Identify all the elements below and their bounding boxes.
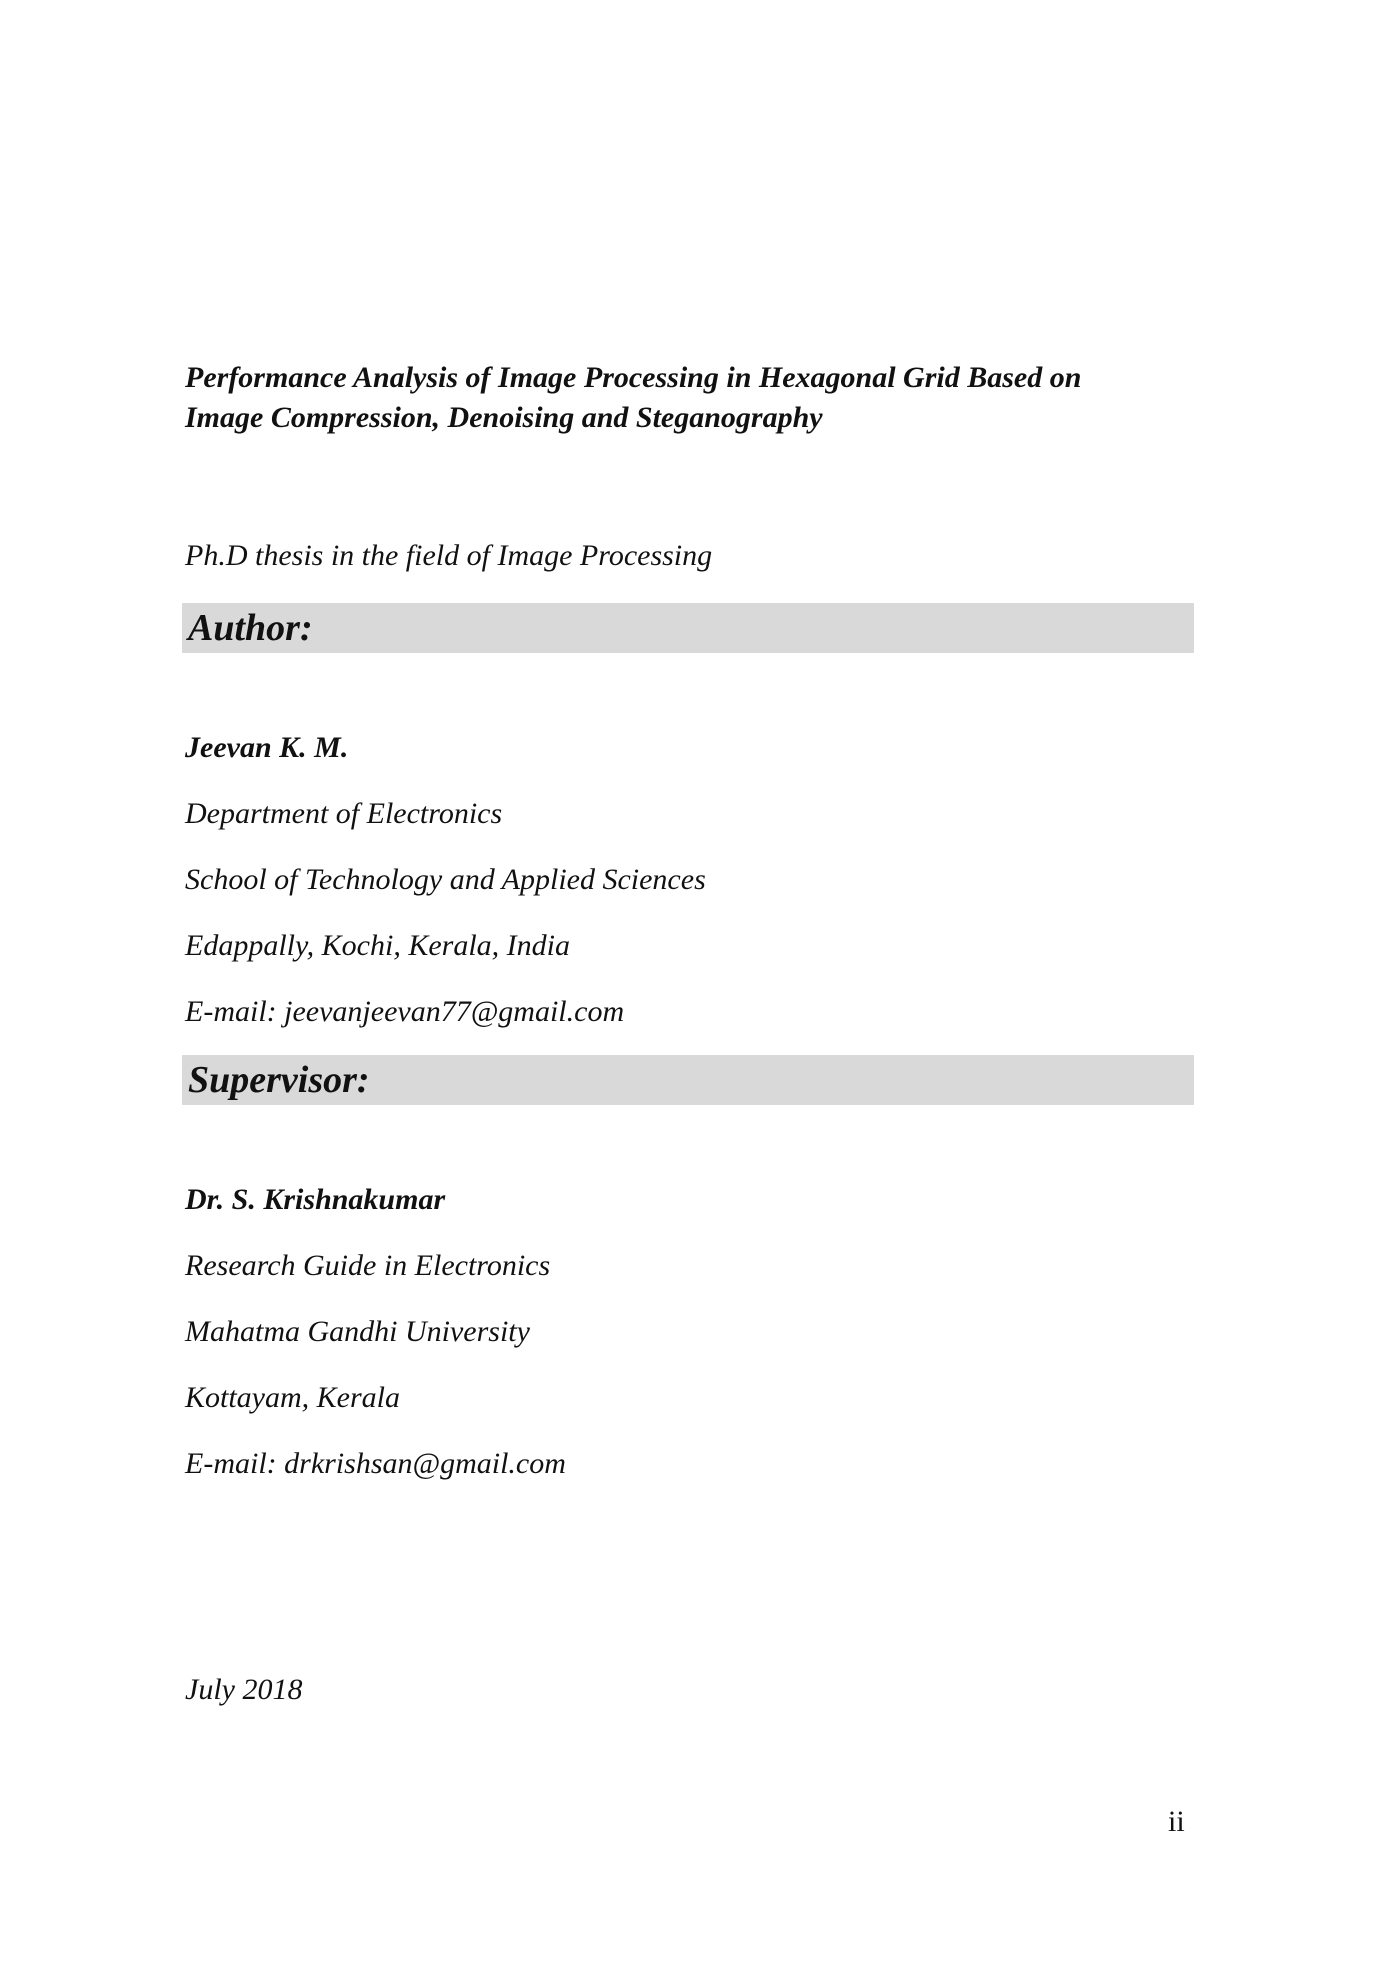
author-department: Department of Electronics [185,797,503,830]
thesis-subtitle: Ph.D thesis in the field of Image Processing [185,539,713,572]
supervisor-role: Research Guide in Electronics [185,1249,551,1282]
author-heading: Author: [188,607,313,649]
supervisor-name: Dr. S. Krishnakumar [185,1183,446,1216]
thesis-date: July 2018 [185,1673,303,1706]
author-email: E-mail: jeevanjeevan77@gmail.com [185,995,625,1028]
author-location: Edappally, Kochi, Kerala, India [185,929,570,962]
author-school: School of Technology and Applied Sciences [185,863,706,896]
author-name: Jeevan K. M. [185,731,349,764]
author-heading-bar [182,603,1194,653]
thesis-title [185,358,1205,438]
supervisor-heading: Supervisor: [188,1059,370,1101]
page-number: ii [1168,1805,1185,1838]
supervisor-university: Mahatma Gandhi University [185,1315,530,1348]
supervisor-location: Kottayam, Kerala [185,1381,400,1414]
thesis-title-line-1: Performance Analysis of Image Processing in Hexagonal Grid Based on [185,361,1082,394]
supervisor-email: E-mail: drkrishsan@gmail.com [185,1447,566,1480]
thesis-title-line-2: Image Compression, Denoising and Steganography [185,401,823,434]
supervisor-heading-bar [182,1055,1194,1105]
